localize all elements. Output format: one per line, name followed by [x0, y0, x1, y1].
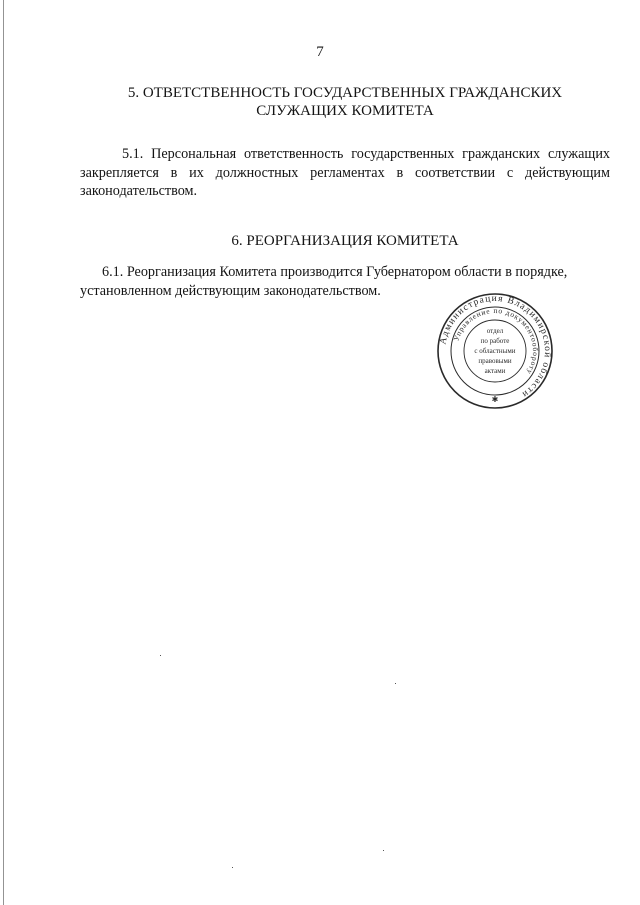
section-6-heading: 6. РЕОРГАНИЗАЦИЯ КОМИТЕТА [231, 233, 459, 249]
stamp-center-line-1: отдел [486, 327, 504, 335]
scan-speck [160, 655, 161, 656]
scan-edge-line [3, 0, 4, 905]
section-5-heading-line2: СЛУЖАЩИХ КОМИТЕТА [256, 103, 434, 119]
stamp-center-line-5: актами [484, 367, 506, 375]
stamp-center-line-4: правовыми [478, 357, 512, 365]
paragraph-5-1: 5.1. Персональная ответственность государственных гражданских служащих закрепляется в их должностных регламентах в соответствии с действующим законодательством. [80, 146, 610, 199]
section-5-heading-line1: 5. ОТВЕТСТВЕННОСТЬ ГОСУДАРСТВЕННЫХ ГРАЖДАНСКИХ [127, 85, 563, 101]
official-stamp-icon [436, 292, 554, 410]
stamp-inner-text: Управление по документообороту [451, 305, 541, 377]
stamp-outer-text: Администрация Владимирской области [438, 293, 553, 400]
paragraph-6-1: 6.1. Реорганизация Комитета производится Губернатором области в порядке, установленном действующим законодательством. [80, 264, 568, 299]
section-5-heading [80, 84, 610, 120]
stamp-center-line-3: с областными [474, 347, 516, 355]
scan-speck [232, 867, 233, 868]
page-number: 7 [316, 44, 324, 60]
scan-speck [395, 683, 396, 684]
scan-speck [383, 850, 384, 851]
stamp-star-icon: ✱ [491, 395, 499, 404]
stamp-center-line-2: по работе [480, 337, 510, 345]
